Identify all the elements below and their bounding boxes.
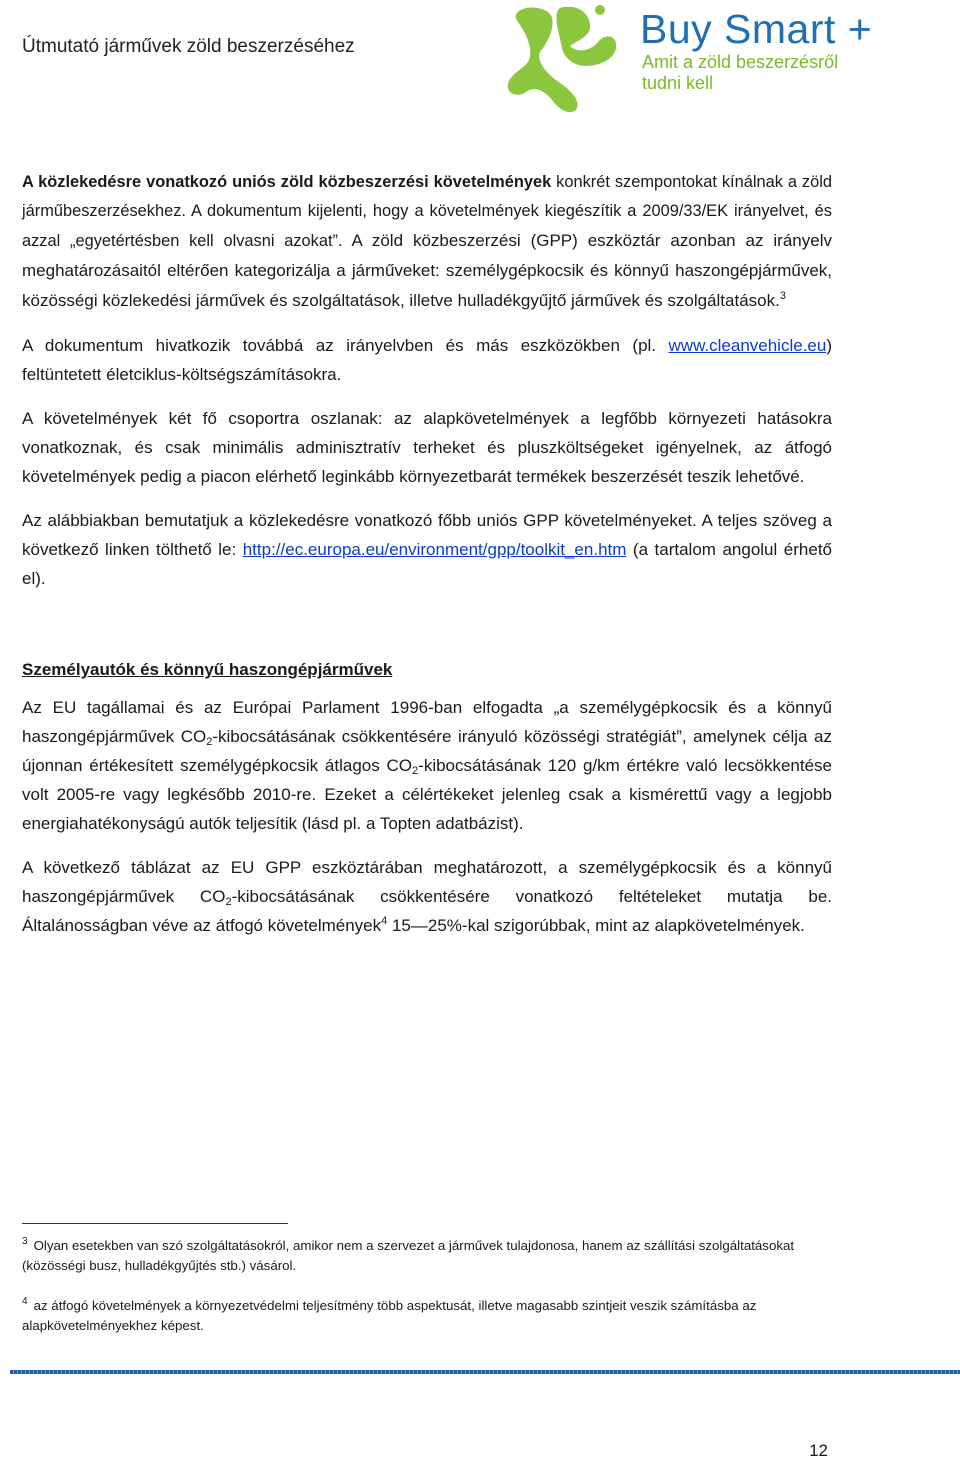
logo-title: Buy Smart + <box>640 6 873 52</box>
footnote-ref-3[interactable]: 3 <box>779 290 786 302</box>
section-heading: Személyautók és könnyű haszongépjárművek <box>22 660 393 679</box>
footnote-4: $^4$ az átfogó követelmények a környezetvédelmi teljesítmény több aspektusát, illetve magasabb szintjeit veszik számításba az alapkövetelményekhez képest. <box>22 1296 757 1333</box>
intro-paragraph-3: A követelmények két fő csoportra oszlanak: az alapkövetelmények a legfőbb környezeti hatásokra vonatkoznak, és csak minimális adminisztratív terheket és pluszköltségeket igényelnek, az átfogó követelmények pedig a piacon elérhető leginkább környezetbarát termékek beszerzését teszik lehetővé. <box>22 409 832 486</box>
intro-paragraph-2: A dokumentum hivatkozik továbbá az irányelvben és más eszközökben (pl. www.cleanvehicle.eu) feltüntetett életciklus-költségszámításokra. <box>22 336 832 384</box>
logo-subtitle <box>642 52 838 94</box>
page-number: 12 <box>809 1441 828 1460</box>
intro-bold-phrase: A közlekedésre vonatkozó uniós zöld közbeszerzési követelmények <box>22 173 552 191</box>
footnote-divider <box>22 1223 288 1224</box>
footnote-ref-4[interactable]: 4 <box>381 915 388 927</box>
document-header-title: Útmutató járművek zöld beszerzéséhez <box>22 36 355 57</box>
gpp-toolkit-link[interactable]: http://ec.europa.eu/environment/gpp/toolkit_en.htm <box>242 540 627 559</box>
footnote-3: $^3$ Olyan esetekben van szó szolgáltatásokról, amikor nem a szervezet a járművek tulajdonosa, hanem az szállítási szolgáltatásokat (közösségi busz, hulladékgyűjtés stb.) vásárol. <box>22 1236 795 1273</box>
section-paragraph-2: A következő táblázat az EU GPP eszköztárában meghatározott, a személygépkocsik és a könnyű haszongépjárművek $CO_2$-kibocsátásának csökkentésére vonatkozó feltételeket mutatja be. Általánosságban véve az átfogó követelmények$^4$ 15—25%-kal szigorúbbak, mint az alapkövetelmények. <box>22 858 833 935</box>
leaf-dot-icon <box>595 5 605 15</box>
footer-divider-bar <box>10 1370 960 1374</box>
section-paragraph-1: Az EU tagállamai és az Európai Parlament 1996-ban elfogadta „a személygépkocsik és a könnyű haszongépjárművek $CO_2$-kibocsátásának csökkentésére irányuló közösségi stratégiát”, amelynek célja az újonnan értékesített személygépkocsik átlagos $CO_2$-kibocsátásának 120 g/km értékre való lecsökkentése volt 2005-re vagy legkésőbb 2010-re. Ezeket a célértékeket jelenleg csak a kismérettű vagy a legjobb energiahatékonyságú autók teljesítik (lásd pl. a Topten adatbázist). <box>22 698 832 833</box>
leaf-icon <box>508 7 616 112</box>
main-content <box>22 168 832 955</box>
intro-paragraph-1: A közlekedésre vonatkozó uniós zöld közbeszerzési követelmények konkrét szempontokat kínálnak a zöld járműbeszerzésekhez. A dokumentum kijelenti, hogy a követelmények kiegészítik a 2009/33/EK irányelvet, és azzal „egyetértésben kell olvasni azokat”. A zöld közbeszerzési (GPP) eszköztár azonban az irányelv meghatározásaitól eltérően kategorizálja a járműveket: személygépkocsik és könnyű haszongépjárművek, közösségi közlekedési járművek és szolgáltatások, illetve hulladékgyűjtő járművek és szolgáltatások.$^3$ <box>22 173 832 310</box>
cleanvehicle-link[interactable]: www.cleanvehicle.eu <box>668 336 827 355</box>
logo-subtitle-line-2: tudni kell <box>642 73 714 93</box>
intro-paragraph-4: Az alábbiakban bemutatjuk a közlekedésre vonatkozó főbb uniós GPP követelményeket. A teljes szöveg a következő linken tölthető le: http://ec.europa.eu/environment/gpp/toolkit_en.htm (a tartalom angolul érhető el). <box>22 511 832 588</box>
logo-subtitle-line-1: Amit a zöld beszerzésről <box>642 52 839 72</box>
